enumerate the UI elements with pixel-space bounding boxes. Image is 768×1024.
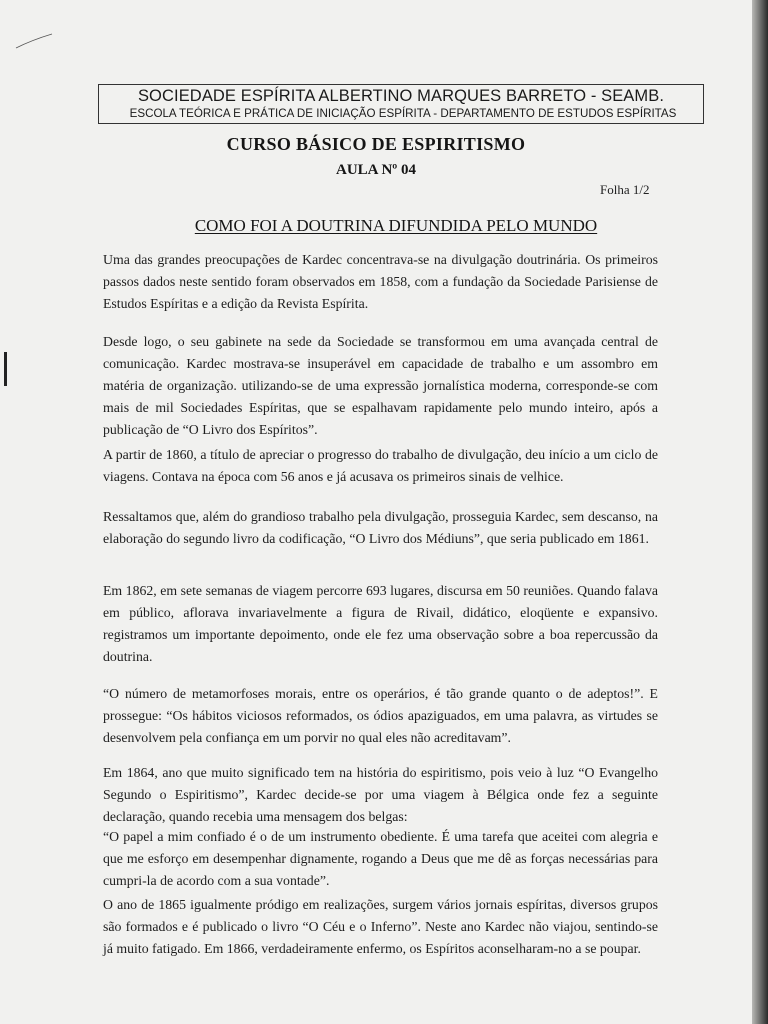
pen-stroke-mark bbox=[14, 30, 54, 50]
paragraph-6: “O número de metamorfoses morais, entre os operários, é tão grande quanto o de adeptos!”. E prossegue: “Os hábitos viciosos reformados, os ódios apaziguados, em uma palavra, as virtudes se desenvolvem pela confiança em um porvir no qual eles não acreditavam”. bbox=[103, 686, 658, 745]
binder-hole-mark bbox=[4, 352, 7, 386]
main-title: COMO FOI A DOUTRINA DIFUNDIDA PELO MUNDO bbox=[194, 216, 598, 235]
paragraph-8: “O papel a mim confiado é o de um instrumento obediente. É uma tarefa que aceitei com alegria e que me esforço em desempenhar dignamente, rogando a Deus que me dê as forças necessárias para cumpri-la de acordo com a sua vontade”. bbox=[103, 829, 658, 888]
paragraph-1: Uma das grandes preocupações de Kardec concentrava-se na divulgação doutrinária. Os primeiros passos dados neste sentido foram observados em 1858, com a fundação da Sociedade Parisiense de Estudos Espíritas e a edição da Revista Espírita. bbox=[103, 252, 658, 311]
paragraph-7: Em 1864, ano que muito significado tem na história do espiritismo, pois veio à luz “O Evangelho Segundo o Espiritismo”, Kardec decide-se por uma viagem à Bélgica onde fez a seguinte declaração, quando recebia uma mensagem dos belgas: bbox=[103, 765, 658, 824]
paragraph-2: Desde logo, o seu gabinete na sede da Sociedade se transformou em uma avançada central de comunicação. Kardec mostrava-se insuperável em capacidade de trabalho e um assombro em matéria de organização. utilizando-se de uma expressão jornalística moderna, corresponde-se com mais de mil Sociedades Espíritas, que se espalhavam rapidamente pelo mundo inteiro, após a publicação de “O Livro dos Espíritos”. bbox=[103, 334, 658, 437]
lesson-number: AULA Nº 04 bbox=[336, 162, 416, 178]
school-department: ESCOLA TEÓRICA E PRÁTICA DE INICIAÇÃO ESPÍRITA - DEPARTAMENTO DE ESTUDOS ESPÍRITAS bbox=[129, 107, 677, 120]
paragraph-9: O ano de 1865 igualmente pródigo em realizações, surgem vários jornais espíritas, diversos grupos são formados e é publicado o livro “O Céu e o Inferno”. Neste ano Kardec não viajou, sentindo-se já muito fatigado. Em 1866, verdadeiramente enfermo, os Espíritos aconselharam-no a se poupar. bbox=[103, 897, 658, 956]
institution-name: SOCIEDADE ESPÍRITA ALBERTINO MARQUES BARRETO - SEAMB. bbox=[137, 87, 665, 105]
paragraph-4: Ressaltamos que, além do grandioso trabalho pela divulgação, prosseguia Kardec, sem descanso, na elaboração do segundo livro da codificação, “O Livro dos Médiuns”, que seria publicado em 1861. bbox=[103, 509, 658, 546]
institution-header bbox=[98, 84, 704, 124]
paragraph-5: Em 1862, em sete semanas de viagem percorre 693 lugares, discursa em 50 reuniões. Quando falava em público, aflorava invariavelmente a figura de Rivail, didático, eloqüente e expansivo. registramos um importante depoimento, onde ele fez uma observação sobre a boa repercussão da doutrina. bbox=[103, 583, 658, 664]
paragraph-3: A partir de 1860, a título de apreciar o progresso do trabalho de divulgação, deu início a um ciclo de viagens. Contava na época com 56 anos e já acusava os primeiros sinais de velhice. bbox=[103, 447, 658, 484]
sheet-number: Folha 1/2 bbox=[600, 182, 650, 197]
course-title: CURSO BÁSICO DE ESPIRITISMO bbox=[226, 134, 526, 154]
page-edge-shadow bbox=[752, 0, 768, 1024]
